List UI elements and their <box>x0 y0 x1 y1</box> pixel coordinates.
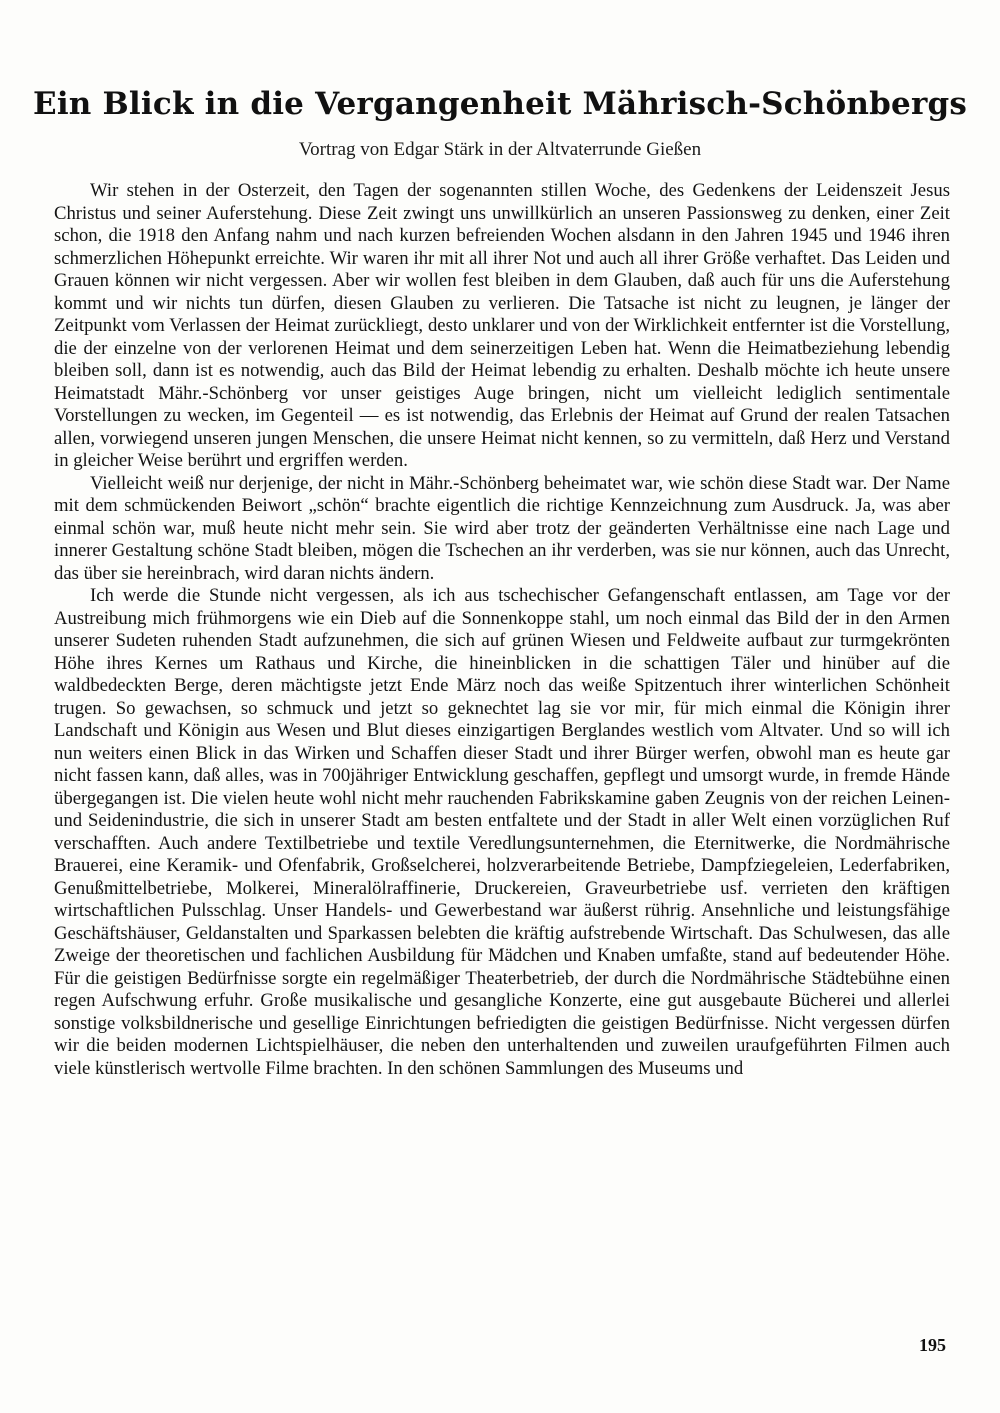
article-subtitle: Vortrag von Edgar Stärk in der Altvaterrunde Gießen <box>298 139 702 160</box>
article-body <box>54 180 950 1080</box>
paragraph: Vielleicht weiß nur derjenige, der nicht in Mähr.-Schönberg beheimatet war, wie schön diese Stadt war. Der Name mit dem schmückenden Beiwort „schön“ brachte eigentlich die richtige Kennzeichnung zum Ausdruck. Ja, was aber einmal schön war, muß heute nicht mehr sein. Sie wird aber trotz der geänderten Verhältnisse eine nach Lage und innerer Gestaltung schöne Stadt bleiben, mögen die Tschechen an ihr verderben, was sie nur können, auch das Unrecht, das über sie hereinbrach, wird daran nichts ändern. <box>54 472 950 584</box>
page-number: 195 <box>919 1335 946 1355</box>
paragraph: Wir stehen in der Osterzeit, den Tagen der sogenannten stillen Woche, des Gedenkens der Leidenszeit Jesus Christus und seiner Auferstehung. Diese Zeit zwingt uns unwillkürlich an unseren Passionsweg zu denken, einer Zeit schon, die 1918 den Anfang nahm und nach kurzen befreienden Wochen alsdann in den Jahren 1945 und 1946 ihren schmerzlichen Höhepunkt erreichte. Wir waren ihr mit all ihrer Not und auch all ihrer Größe verhaftet. Das Leiden und Grauen können wir nicht vergessen. Aber wir wollen fest bleiben in dem Glauben, daß auch für uns die Auferstehung kommt und wir nichts tun dürfen, diesen Glauben zu verlieren. Die Tatsache ist nicht zu leugnen, je länger der Zeitpunkt vom Verlassen der Heimat zurückliegt, desto unklarer und von der Wirklichkeit entfernter ist die Vorstellung, die der einzelne von der verlorenen Heimat und dem seinerzeitigen Leben hat. Wenn die Heimatbeziehung lebendig bleiben soll, dann ist es notwendig, auch das Bild der Heimat lebendig zu erhalten. Deshalb möchte ich heute unsere Heimatstadt Mähr.-Schönberg vor unser geistiges Auge bringen, nicht um vielleicht lediglich sentimentale Vorstellungen zu wecken, im Gegenteil — es ist notwendig, das Erlebnis der Heimat auf Grund der realen Tatsachen allen, vorwiegend unseren jungen Menschen, die unsere Heimat nicht kennen, so zu vermitteln, daß Herz und Verstand in gleicher Weise berührt und ergriffen werden. <box>54 180 950 471</box>
paragraph: Ich werde die Stunde nicht vergessen, als ich aus tschechischer Gefangenschaft entlassen, am Tage vor der Austreibung mich frühmorgens wie ein Dieb auf die Sonnenkoppe stahl, um noch einmal das Bild der in den Armen unserer Sudeten ruhenden Stadt aufzunehmen, die sich auf grünen Wiesen und Feldweite aufbaut zur turmgekrönten Höhe ihres Kernes um Rathaus und Kirche, die hineinblicken in die schattigen Täler und hinüber auf die waldbedeckten Berge, deren mächtigste jetzt Ende März noch das weiße Spitzentuch ihrer winterlichen Schönheit trugen. So gewachsen, so schmuck und jetzt so geknechtet lag sie vor mir, für mich einmal die Königin ihrer Landschaft und Königin aus Wesen und Blut dieses einzigartigen Berglandes westlich vom Altvater. Und so will ich nun weiters einen Blick in das Wirken und Schaffen dieser Stadt und ihrer Bürger werfen, obwohl man es heute gar nicht fassen kann, daß alles, was in 700jähriger Entwicklung geschaffen, gepflegt und umsorgt wurde, in fremde Hände übergegangen ist. Die vielen heute wohl nicht mehr rauchenden Fabrikskamine gaben Zeugnis von der reichen Leinen- und Seidenindustrie, die sich in unserer Stadt am besten entfaltete und der Stadt in aller Welt einen vorzüglichen Ruf verschafften. Auch andere Textilbetriebe und textile Veredlungsunternehmen, die Eternitwerke, die Nordmährische Brauerei, eine Keramik- und Ofenfabrik, Großselcherei, holzverarbeitende Betriebe, Dampfziegeleien, Lederfabriken, Genußmittelbetriebe, Molkerei, Mineralölraffinerie, Druckereien, Graveurbetriebe usf. verrieten den kräftigen wirtschaftlichen Pulsschlag. Unser Handels- und Gewerbestand war äußerst rührig. Ansehnliche und leistungsfähige Geschäftshäuser, Geldanstalten und Sparkassen belebten die kräftig aufstrebende Wirtschaft. Das Schulwesen, das alle Zweige der theoretischen und fachlichen Ausbildung für Mädchen und Knaben umfaßte, stand auf bedeutender Höhe. Für die geistigen Bedürfnisse sorgte ein regelmäßiger Theaterbetrieb, der durch die Nordmährische Städtebühne einen regen Aufschwung erfuhr. Große musikalische und gesangliche Konzerte, eine gut ausgebaute Bücherei und allerlei sonstige volksbildnerische und gesellige Einrichtungen befriedigten die geistigen Bedürfnisse. Nicht vergessen dürfen wir die beiden modernen Lichtspielhäuser, die neben den unterhaltenden und zuweilen uraufgeführten Filmen auch viele künstlerisch wertvolle Filme brachten. In den schönen Sammlungen des Museums und <box>54 585 950 1079</box>
article-title: Ein Blick in die Vergangenheit Mährisch-Schönbergs <box>32 86 968 122</box>
